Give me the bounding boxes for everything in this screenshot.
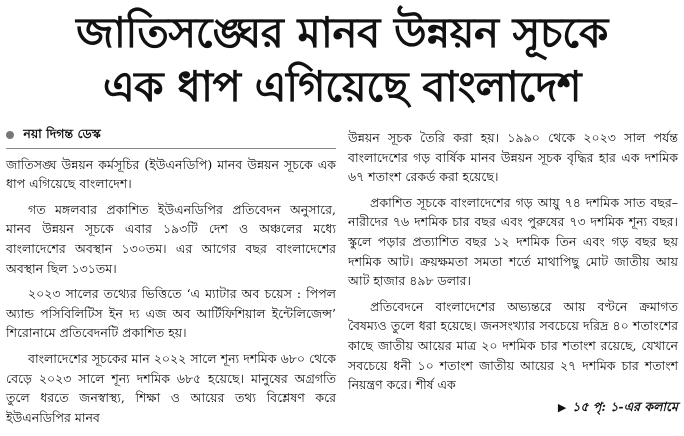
- headline-line-1: জাতিসঙ্ঘের মানব উন্নয়ন সূচকে: [76, 8, 608, 57]
- continued-jump-line: [348, 397, 678, 418]
- byline-text: নয়া দিগন্ত ডেস্ক: [23, 126, 101, 141]
- paragraph: বাংলাদেশের সূচকের মান ২০২২ সালে শূন্য দশমিক ৬৮০ থেকে বেড়ে ২০২৩ সালে শূন্য দশমিক ৬৮৫ হয়েছে। মানুষের অগ্রগতি তুলে ধরতে জনস্বাস্থ্য, শিক্ষা ও আয়ের তথ্য বিশ্লেষণ করে ইউএনডিপির মানব: [6, 350, 336, 425]
- byline: [6, 124, 336, 144]
- headline-line-2: এক ধাপ এগিয়েছে বাংলাদেশ: [102, 62, 582, 111]
- paragraph: জাতিসঙ্ঘ উন্নয়ন কর্মসূচির (ইউএনডিপি) মানব উন্নয়ন সূচকে এক ধাপ এগিয়েছে বাংলাদেশ।: [6, 156, 336, 192]
- article-column-right: [348, 128, 678, 417]
- paragraph: ২০২৩ সালের তথ্যের ভিত্তিতে ‘এ ম্যাটার অব চয়েস : পিপল অ্যান্ড পসিবিলিটিস ইন দ্য এজ অব আর্টিফিশিয়াল ইন্টেলিজেন্স’ শিরোনামে প্রতিবেদনটি প্রকাশিত হয়।: [6, 286, 336, 341]
- bullet-icon: [6, 131, 14, 139]
- article-column-left: [6, 124, 336, 433]
- continued-jump[interactable]: ১৫ পৃ: ১-এর কলামে: [572, 398, 678, 414]
- arrow-right-icon: ▶: [557, 400, 567, 414]
- headline: [0, 6, 684, 114]
- paragraph: প্রকাশিত সূচকে বাংলাদেশের গড় আয়ু ৭৪ দশমিক সাত বছর– নারীদের ৭৬ দশমিক চার বছর এবং পুরুষের ৭৩ দশমিক শূন্য বছর। স্কুলে পড়ার প্রত্যাশিত বছর ১২ দশমিক তিন এবং গড় বছর ছয় দশমিক আট। ক্রয়ক্ষমতা সমতা শর্তে মাথাপিছু মোট জাতীয় আয় আট হাজার ৪৯৮ ডলার।: [348, 194, 678, 289]
- paragraph: উন্নয়ন সূচক তৈরি করা হয়। ১৯৯০ থেকে ২০২৩ সাল পর্যন্ত বাংলাদেশের গড় বার্ষিক মানব উন্নয়ন সূচক বৃদ্ধির হার এক দশমিক ৬৭ শতাংশ রেকর্ড করা হয়েছে।: [348, 130, 678, 185]
- paragraph: গত মঙ্গলবার প্রকাশিত ইউএনডিপির প্রতিবেদন অনুসারে, মানব উন্নয়ন সূচকে এবার ১৯৩টি দেশ ও অঞ্চলের মধ্যে বাংলাদেশের অবস্থান ১৩০তম। এর আগের বছর বাংলাদেশের অবস্থান ছিল ১৩১তম।: [6, 201, 336, 276]
- paragraph: প্রতিবেদনে বাংলাদেশের অভ্যন্তরে আয় বণ্টনে ক্রমাগত বৈষম্যও তুলে ধরা হয়েছে। জনসংখ্যার সবচেয়ে দরিদ্র ৪০ শতাংশের কাছে জাতীয় আয়ের মাত্র ২০ দশমিক চার শতাংশ রয়েছে, যেখানে সবচেয়ে ধনী ১০ শতাংশ জাতীয় আয়ের ২৭ দশমিক চার শতাংশ নিয়ন্ত্রণ করে। শীর্ষ এক: [348, 298, 678, 393]
- byline-divider: [6, 148, 336, 149]
